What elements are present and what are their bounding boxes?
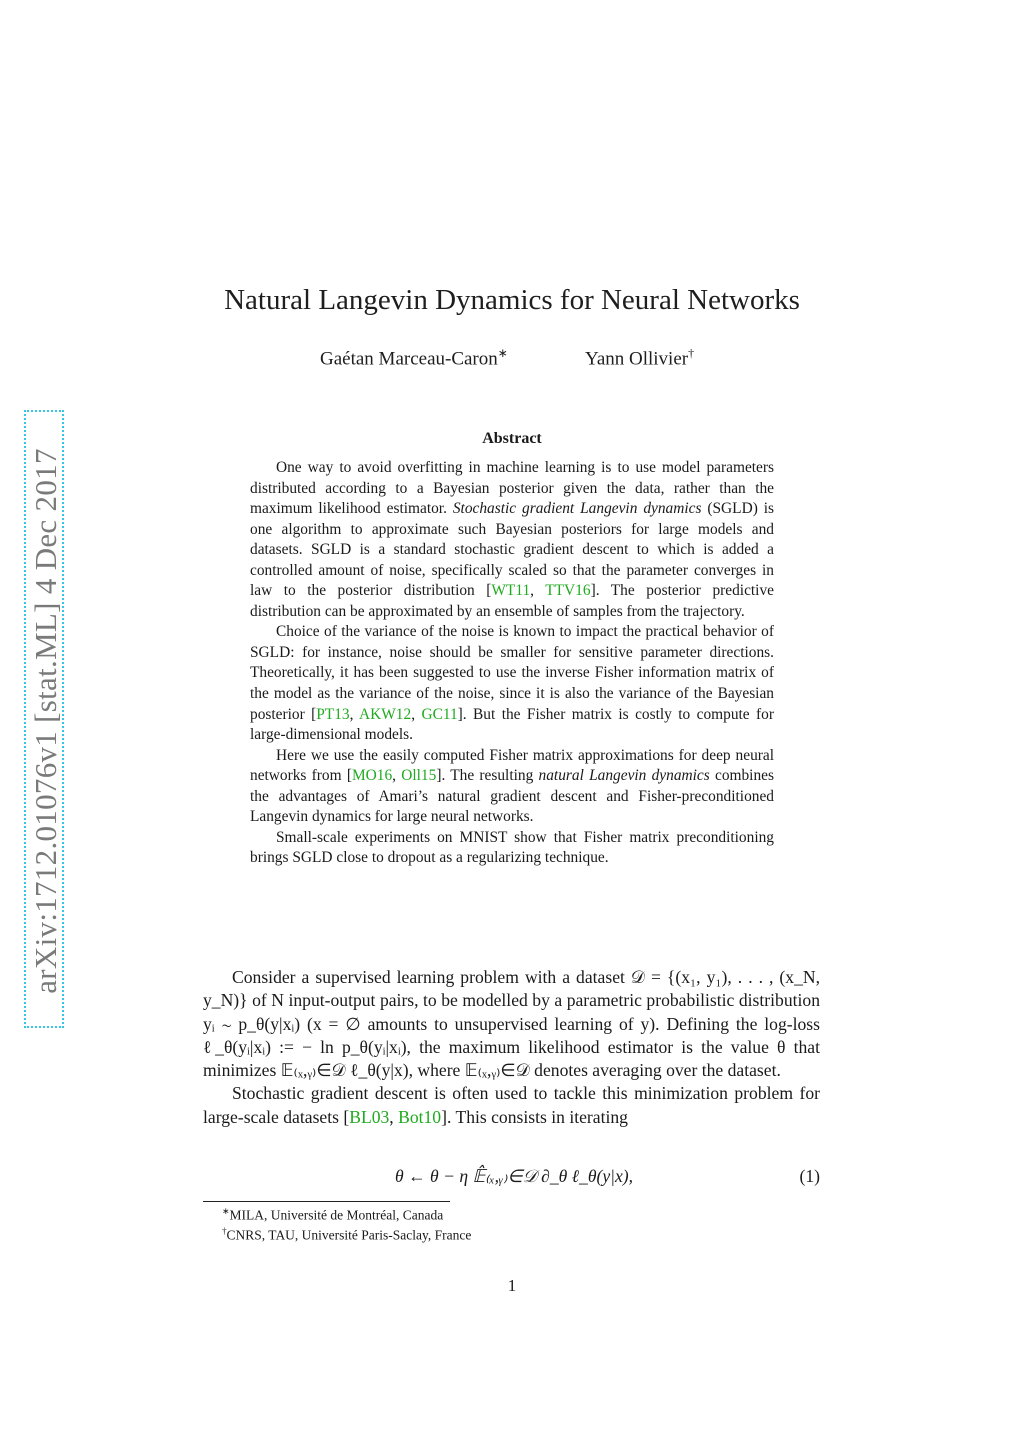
abstract-body	[250, 458, 774, 869]
page-number: 1	[507, 1276, 517, 1295]
arxiv-stamp	[24, 410, 64, 1028]
footnote-1-mark: ∗	[222, 1206, 230, 1216]
paper-title: Natural Langevin Dynamics for Neural Networks	[224, 284, 800, 316]
author-2	[585, 346, 694, 370]
citation-link[interactable]: WT11	[491, 582, 531, 600]
author-2-footnote-mark[interactable]: †	[688, 346, 695, 360]
citation-link[interactable]: BL03	[349, 1106, 390, 1127]
author-1-name: Gaétan Marceau-Caron	[320, 348, 498, 370]
body-text	[203, 966, 820, 1129]
citation-link[interactable]: PT13	[316, 705, 350, 723]
footnote-2	[222, 1226, 471, 1244]
citation-link[interactable]: Bot10	[398, 1106, 442, 1127]
citation-link[interactable]: MO16	[351, 767, 393, 785]
footnote-1	[222, 1206, 443, 1224]
citation-link[interactable]: Oll15	[401, 767, 437, 785]
equation-number: (1)	[799, 1166, 820, 1186]
body-paragraph-1: Consider a supervised learning problem with a dataset 𝒟 = {(x₁, y₁), . . . , (x_N, y_N)} of N input-output pairs, to be modelled by a parametric probabilistic distribution yᵢ ∼ p_θ(y|xᵢ) (x = ∅ amounts to unsupervised learning of y). Defining the log-loss ℓ_θ(yᵢ|xᵢ) := − ln p_θ(yᵢ|xᵢ), the maximum likelihood estimator is the value θ that minimizes 𝔼₍ₓ,ᵧ₎∈𝒟 ℓ_θ(y|x), where 𝔼₍ₓ,ᵧ₎∈𝒟 denotes averaging over the dataset.	[203, 967, 820, 1081]
abstract-paragraph-4: Small-scale experiments on MNIST show that Fisher matrix preconditioning brings SGLD close to dropout as a regularizing technique.	[250, 828, 774, 867]
equation-formula: θ ← θ − η 𝔼̂₍ₓ,ᵧ₎∈𝒟 ∂_θ ℓ_θ(y|x),	[395, 1166, 634, 1186]
author-2-name: Yann Ollivier	[585, 348, 689, 370]
abstract-heading: Abstract	[482, 430, 542, 447]
footnote-2-text: CNRS, TAU, Université Paris-Saclay, France	[226, 1227, 472, 1243]
footnote-2-mark: †	[222, 1226, 227, 1236]
abstract-paragraph-3: Here we use the easily computed Fisher matrix approximations for deep neural networks from [MO16, Oll15]. The resulting natural Langevin dynamics combines the advantages of Amari’s natural gradient descent and Fisher-preconditioned Langevin dynamics for large neural networks.	[250, 746, 774, 826]
body-paragraph-2: Stochastic gradient descent is often used to tackle this minimization problem for large-scale datasets [BL03, Bot10]. This consists in iterating	[203, 1083, 820, 1127]
footnote-1-text: MILA, Université de Montréal, Canada	[229, 1207, 444, 1223]
footnote-divider	[203, 1201, 450, 1202]
author-1-footnote-mark[interactable]: ∗	[497, 346, 508, 360]
author-1	[320, 346, 508, 370]
citation-link[interactable]: GC11	[421, 705, 458, 723]
citation-link[interactable]: AKW12	[359, 705, 412, 723]
citation-link[interactable]: TTV16	[545, 582, 591, 600]
abstract-paragraph-2: Choice of the variance of the noise is known to impact the practical behavior of SGLD: for instance, noise should be smaller for sensitive parameter directions. Theoretically, it has been suggested to use the inverse Fisher information matrix of the model as the variance of the noise, since it is also the variance of the Bayesian posterior [PT13, AKW12, GC11]. But the Fisher matrix is costly to compute for large-dimensional models.	[250, 623, 774, 744]
abstract-paragraph-1: One way to avoid overfitting in machine learning is to use model parameters distributed according to a Bayesian posterior given the data, rather than the maximum likelihood estimator. Stochastic gradient Langevin dynamics (SGLD) is one algorithm to approximate such Bayesian posteriors for large models and datasets. SGLD is a standard stochastic gradient descent to which is added a controlled amount of noise, specifically scaled so that the parameter converges in law to the posterior distribution [WT11, TTV16]. The posterior predictive distribution can be approximated by an ensemble of samples from the trajectory.	[250, 459, 774, 620]
arxiv-identifier[interactable]: arXiv:1712.01076v1 [stat.ML] 4 Dec 2017	[28, 448, 63, 994]
